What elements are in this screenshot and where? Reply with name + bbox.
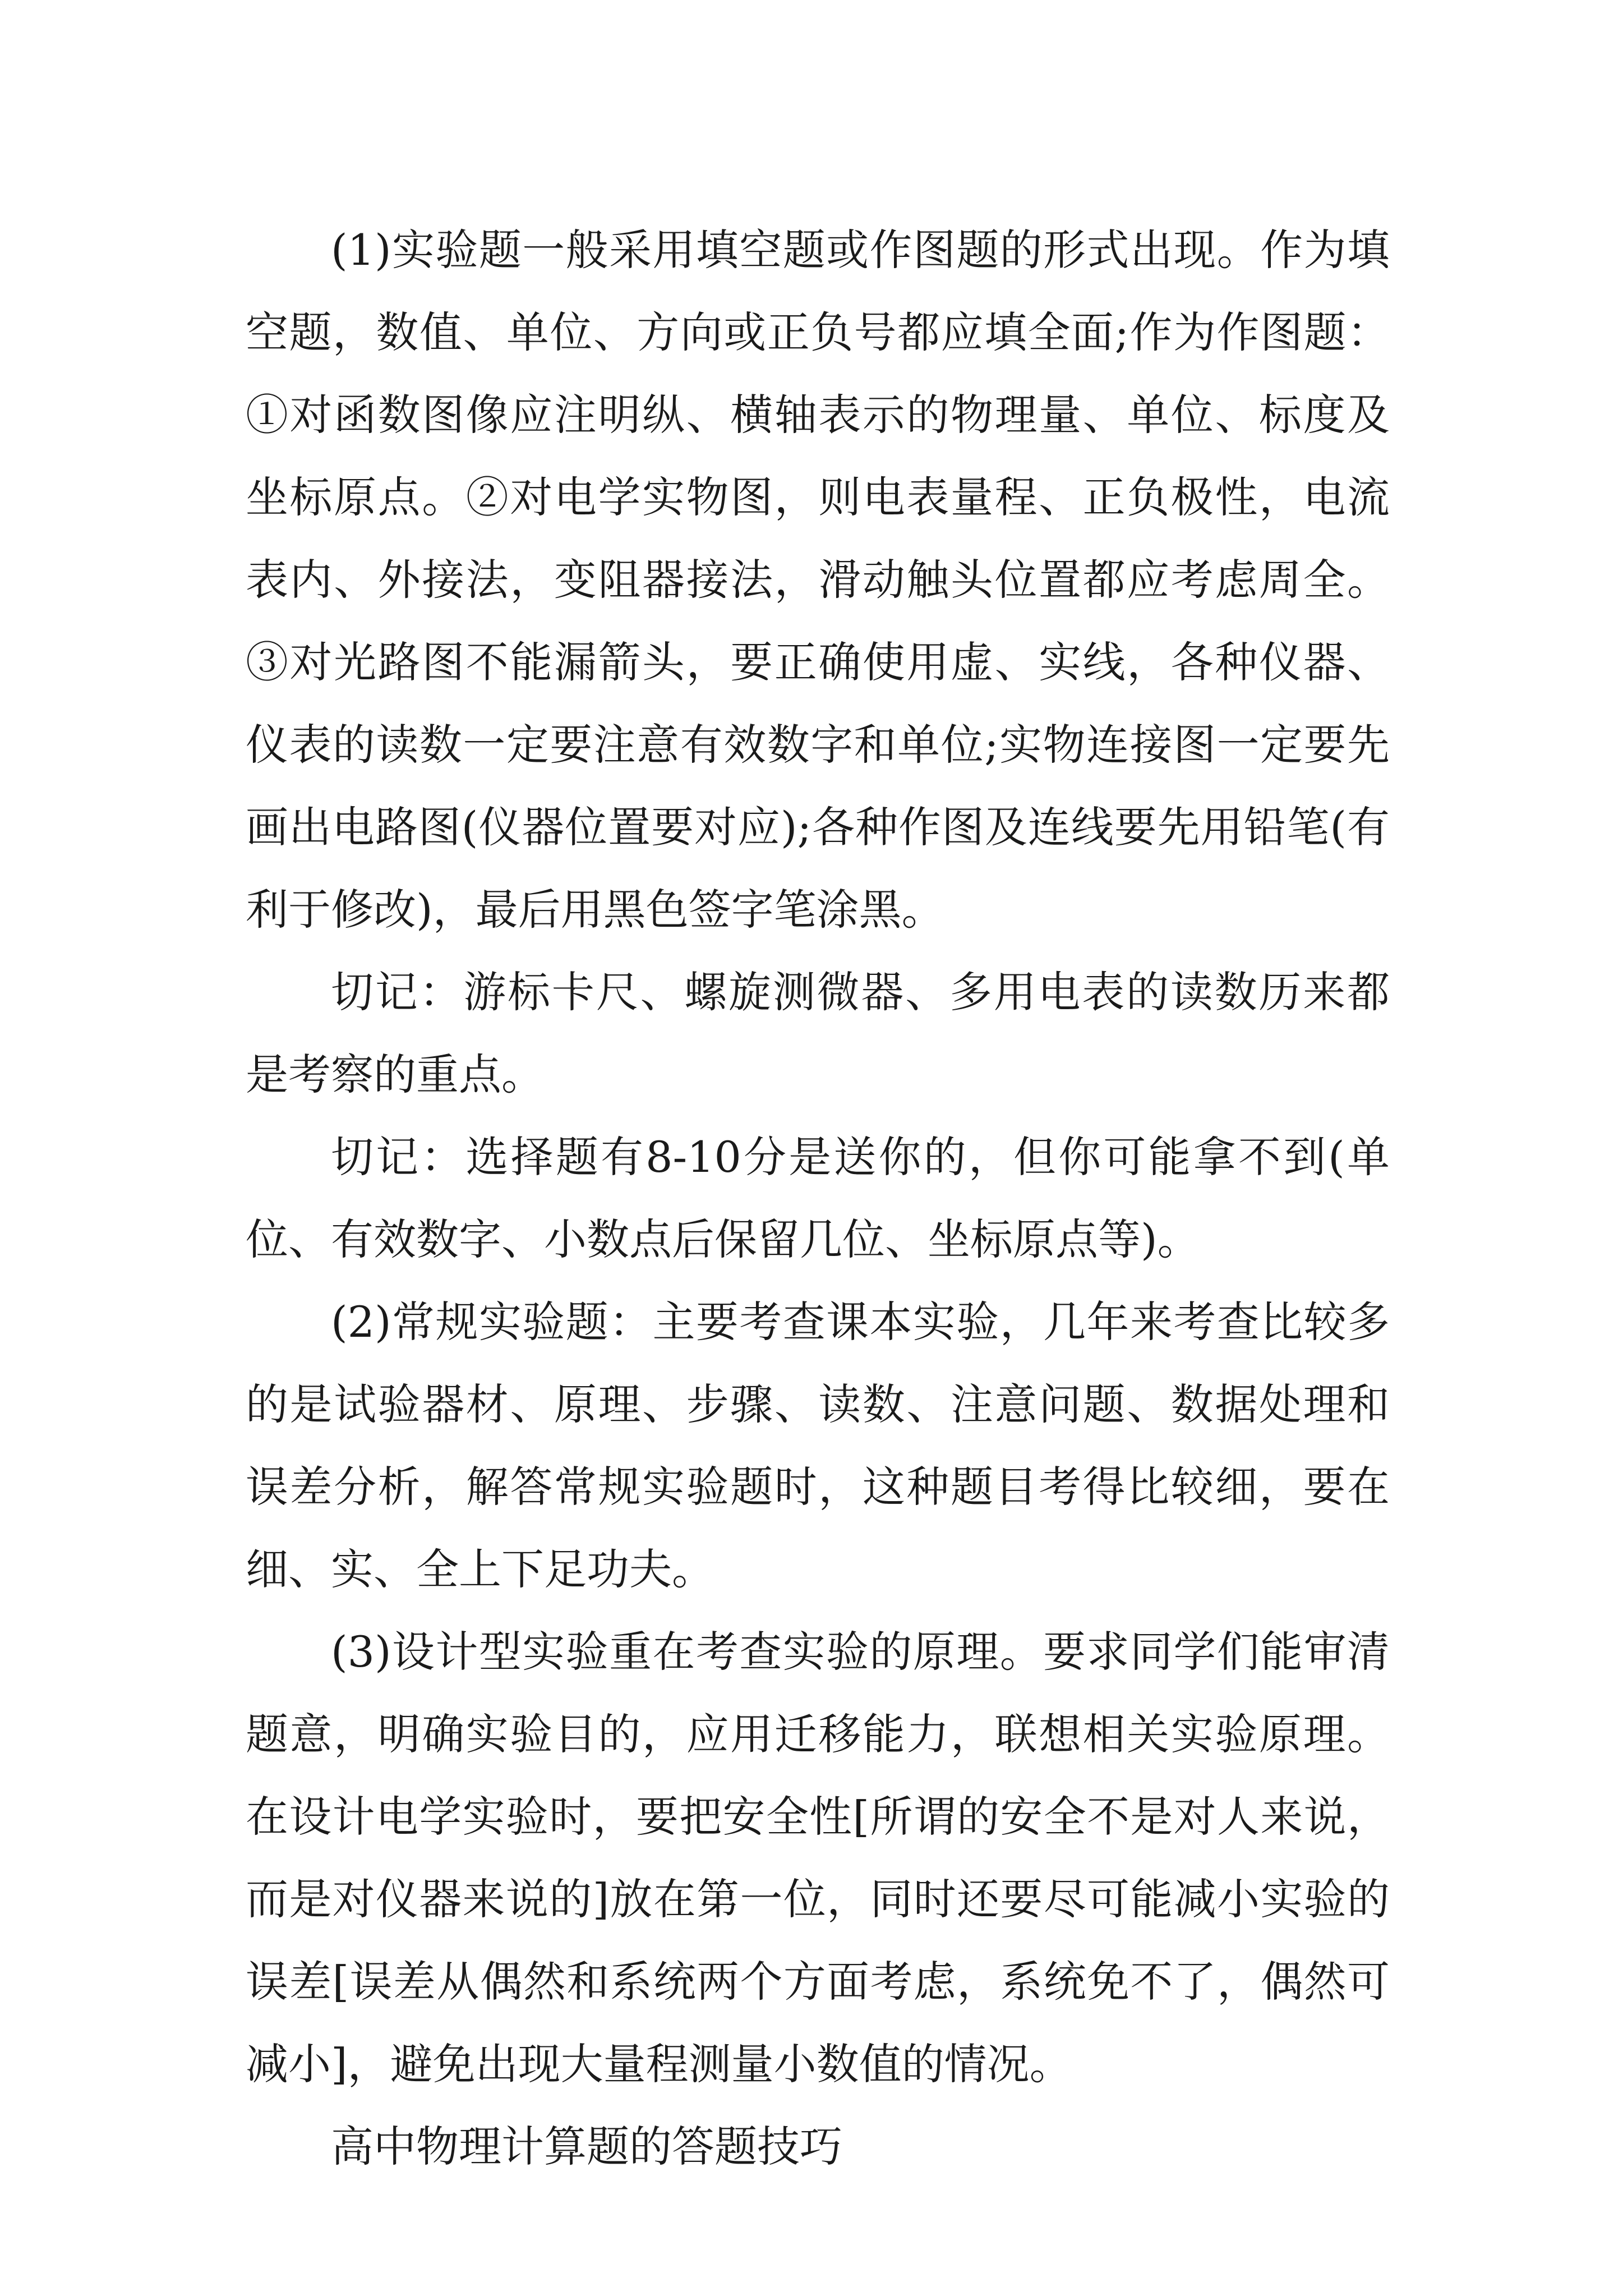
document-body: [246, 209, 1390, 2188]
section-heading-calculation-tips: 高中物理计算题的答题技巧: [331, 2122, 842, 2171]
paragraph-experiment-question-forms: (1)实验题一般采用填空题或作图题的形式出现。作为填空题，数值、单位、方向或正负号都应填全面;作为作图题：①对函数图像应注明纵、横轴表示的物理量、单位、标度及坐标原点。②对电学实物图，则电表量程、正负极性，电流表内、外接法，变阻器接法，滑动触头位置都应考虑周全。③对光路图不能漏箭头，要正确使用虚、实线，各种仪器、仪表的读数一定要注意有效数字和单位;实物连接图一定要先画出电路图(仪器位置要对应);各种作图及连线要先用铅笔(有利于修改)，最后用黑色签字笔涂黑。: [246, 225, 1390, 935]
paragraph-reminder-multiple-choice: 切记：选择题有8-10分是送你的，但你可能拿不到(单位、有效数字、小数点后保留几位、坐标原点等)。: [246, 1132, 1390, 1264]
paragraph-reminder-instrument-readings: 切记：游标卡尺、螺旋测微器、多用电表的读数历来都是考察的重点。: [246, 967, 1390, 1099]
paragraph-regular-experiment-questions: (2)常规实验题：主要考查课本实验，几年来考查比较多的是试验器材、原理、步骤、读数、注意问题、数据处理和误差分析，解答常规实验题时，这种题目考得比较细，要在细、实、全上下足功夫。: [246, 1297, 1390, 1594]
paragraph-design-experiment-questions: (3)设计型实验重在考查实验的原理。要求同学们能审清题意，明确实验目的，应用迁移能力，联想相关实验原理。在设计电学实验时，要把安全性[所谓的安全不是对人来说，而是对仪器来说的]放在第一位，同时还要尽可能减小实验的误差[误差从偶然和系统两个方面考虑，系统免不了，偶然可减小]，避免出现大量程测量小数值的情况。: [246, 1627, 1390, 2089]
